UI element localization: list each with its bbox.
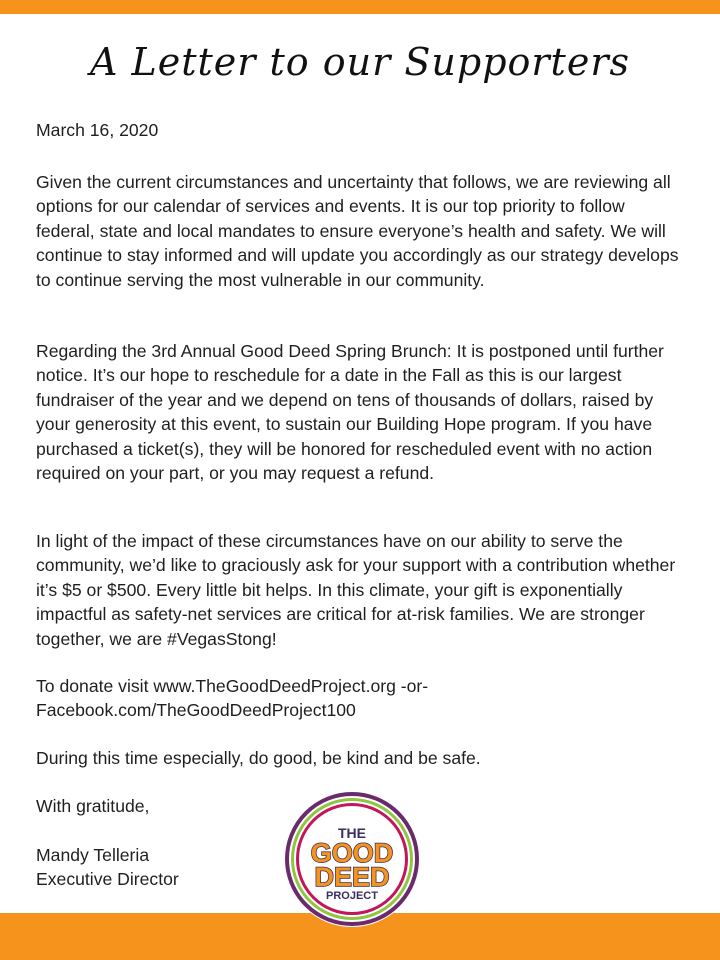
- paragraph-circumstances: Given the current circumstances and uncertainty that follows, we are reviewing all options for our calendar of services and events. It is our top priority to follow federal, state and local mandates to ensure everyone’s health and safety. We will continue to stay informed and will update you accordingly as our strategy develops to continue serving the most vulnerable in our community.: [36, 172, 679, 290]
- logo-text-good: GOOD: [310, 838, 394, 868]
- logo-text-deed: DEED: [314, 862, 390, 892]
- logo-text-project: PROJECT: [326, 890, 378, 902]
- donate-line-website: To donate visit www.TheGoodDeedProject.org -or-: [36, 676, 429, 696]
- signer-title: Executive Director: [36, 869, 179, 889]
- letter-title: A Letter to our Supporters: [90, 40, 630, 84]
- good-deed-project-logo: [283, 790, 421, 928]
- donate-line-facebook: Facebook.com/TheGoodDeedProject100: [36, 700, 356, 720]
- closing-note: During this time especially, do good, be kind and be safe.: [36, 748, 481, 768]
- paragraph-support: In light of the impact of these circumstances have on our ability to serve the community, we’d like to graciously ask for your support with a contribution whether it’s $5 or $500. Every little bit helps. In this climate, your gift is exponentially impactful as safety-net services are critical for at-risk families. We are stronger together, we are #VegasStong!: [36, 531, 676, 649]
- signoff: With gratitude,: [36, 796, 150, 816]
- top-orange-bar: [0, 0, 720, 14]
- paragraph-brunch: Regarding the 3rd Annual Good Deed Spring Brunch: It is postponed until further notice. It’s our hope to reschedule for a date in the Fall as this is our largest fundraiser of the year and we depend on tens of thousands of dollars, raised by your generosity at this event, to sustain our Building Hope program. If you have purchased a ticket(s), they will be honored for rescheduled event with no action required on your part, or you may request a refund.: [36, 341, 664, 484]
- signer-name: Mandy Telleria: [36, 845, 150, 865]
- logo-text-the: THE: [338, 825, 366, 841]
- letter-date: March 16, 2020: [36, 120, 159, 140]
